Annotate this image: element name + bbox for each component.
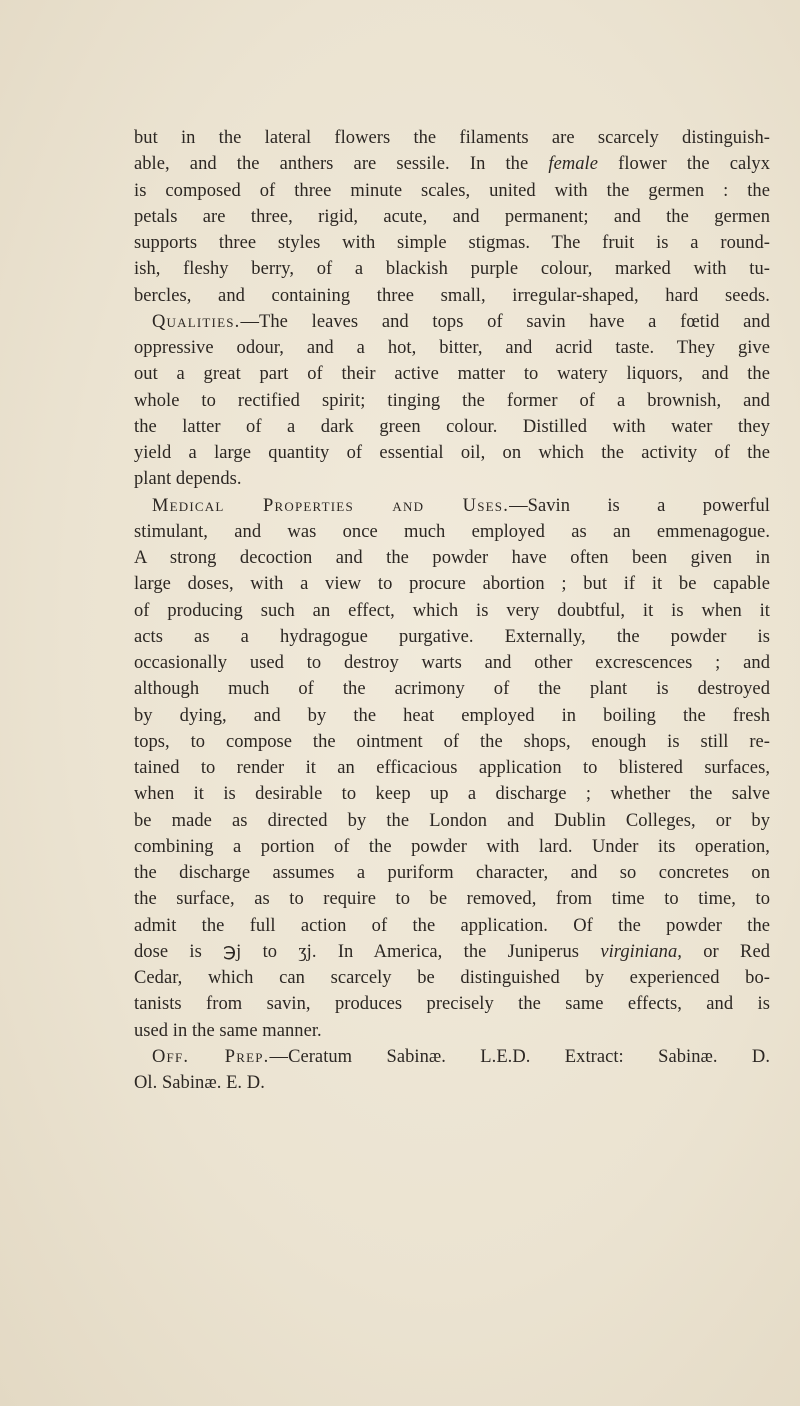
text-line: petals are three, rigid, acute, and permanent; and the germen	[134, 206, 770, 227]
text-line: out a great part of their active matter to watery liquors, and the	[134, 364, 770, 385]
text-line: by dying, and by the heat employed in boiling the fresh	[134, 705, 770, 726]
text-line: able, and the anthers are sessile. In the female flower the calyx	[134, 154, 771, 175]
text-line: although much of the acrimony of the plant is destroyed	[134, 679, 770, 700]
text-line: combining a portion of the powder with lard. Under its operation,	[134, 836, 770, 857]
text-line: bercles, and containing three small, irregular-shaped, hard seeds.	[134, 285, 770, 306]
text-line: plant depends.	[134, 469, 242, 490]
body-text	[134, 125, 770, 1096]
text-line: admit the full action of the application. Of the powder the	[134, 915, 770, 936]
section-medical-properties: Medical Properties and Uses.—Savin is a powerful	[152, 495, 770, 516]
text-line: A strong decoction and the powder have often been given in	[134, 548, 770, 568]
text-line: tained to render it an efficacious application to blistered surfaces,	[134, 758, 770, 778]
italic-term: female	[548, 154, 598, 175]
text-line: is composed of three minute scales, united with the germen : the	[134, 180, 770, 201]
text-line: whole to rectified spirit; tinging the former of a brownish, and	[134, 390, 770, 411]
text-line: of producing such an effect, which is very doubtful, it is when it	[134, 600, 770, 621]
section-heading: Off. Prep.	[152, 1046, 270, 1067]
text-line: acts as a hydragogue purgative. Externally, the powder is	[134, 626, 770, 647]
text-line: tanists from savin, produces precisely the same effects, and is	[134, 994, 770, 1015]
text-line: Cedar, which can scarcely be distinguished by experienced bo-	[134, 968, 770, 988]
text-line: large doses, with a view to procure abortion ; but if it be capable	[134, 574, 770, 595]
text-line: the surface, as to require to be removed, from time to time, to	[134, 889, 770, 910]
text-line: the discharge assumes a puriform character, and so concretes on	[134, 863, 770, 883]
text-line: when it is desirable to keep up a discharge ; whether the salve	[134, 784, 770, 805]
text-line: tops, to compose the ointment of the shops, enough is still re-	[134, 731, 770, 752]
text-line: the latter of a dark green colour. Distilled with water they	[134, 416, 770, 437]
section-heading: Qualities.	[152, 311, 241, 332]
text-line: yield a large quantity of essential oil, on which the activity of the	[134, 443, 770, 463]
text-line: occasionally used to destroy warts and other excrescences ; and	[134, 653, 770, 673]
italic-term: virginiana,	[600, 941, 682, 962]
text-line: stimulant, and was once much employed as an emmenagogue.	[134, 521, 770, 542]
section-qualities: Qualities.—The leaves and tops of savin have a fœtid and	[152, 311, 770, 332]
section-official-preparations: Off. Prep.—Ceratum Sabinæ. L.E.D. Extract: Sabinæ. D.	[152, 1046, 770, 1067]
text-line: oppressive odour, and a hot, bitter, and acrid taste. They give	[134, 338, 770, 358]
text-line: be made as directed by the London and Dublin Colleges, or by	[134, 810, 770, 831]
text-line: supports three styles with simple stigmas. The fruit is a round-	[134, 233, 770, 253]
text-line: ish, fleshy berry, of a blackish purple colour, marked with tu-	[134, 259, 770, 280]
text-line: but in the lateral flowers the filaments are scarcely distinguish-	[134, 128, 770, 148]
section-heading: Medical Properties and Uses.	[152, 495, 510, 516]
text-line: dose is ℈j to ʒj. In America, the Juniperus virginiana, or Red	[134, 941, 771, 962]
text-line: Ol. Sabinæ. E. D.	[134, 1073, 265, 1093]
text-line: used in the same manner.	[134, 1020, 322, 1041]
